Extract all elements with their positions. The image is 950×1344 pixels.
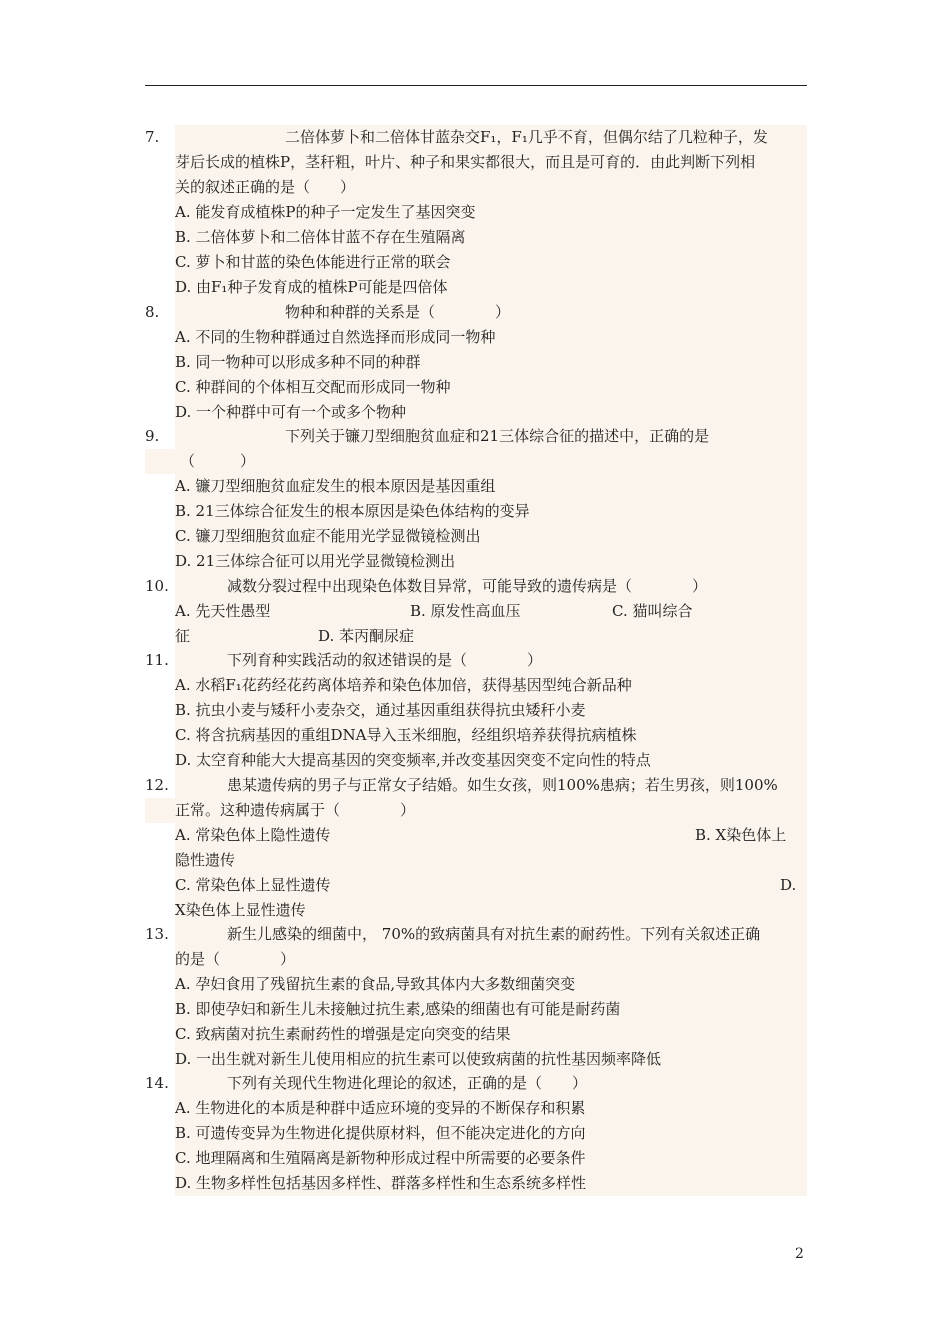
option-d: D. 苯丙酮尿症: [318, 627, 415, 645]
option-a: A. 孕妇食用了残留抗生素的食品,导致其体内大多数细菌突变: [175, 972, 807, 997]
question-number: 14.: [145, 1074, 169, 1092]
option-c: C. 致病菌对抗生素耐药性的增强是定向突变的结果: [175, 1022, 807, 1047]
question-stem: 芽后长成的植株P，茎秆粗，叶片、种子和果实都很大，而且是可育的．由此判断下列相: [175, 150, 807, 175]
question-stem: 下列关于镰刀型细胞贫血症和21三体综合征的描述中，正确的是: [175, 424, 807, 449]
question-number: 7.: [145, 128, 160, 146]
option-d: D.: [780, 876, 797, 894]
question-stem: 下列有关现代生物进化理论的叙述，正确的是（ ）: [175, 1071, 807, 1096]
option-a: A. 不同的生物种群通过自然选择而形成同一物种: [175, 325, 807, 350]
question-stem: 关的叙述正确的是（ ）: [175, 175, 807, 200]
option-c: C. 萝卜和甘蓝的染色体能进行正常的联会: [175, 250, 807, 275]
option-a: A. 能发育成植株P的种子一定发生了基因突变: [175, 200, 807, 225]
option-d: D. 太空育种能大大提高基因的突变频率,并改变基因突变不定向性的特点: [175, 748, 807, 773]
option-c: C. 地理隔离和生殖隔离是新物种形成过程中所需要的必要条件: [175, 1146, 807, 1171]
option-b: B. 21三体综合征发生的根本原因是染色体结构的变异: [175, 499, 807, 524]
option-a: A. 先天性愚型: [175, 602, 271, 620]
option-c: C. 将含抗病基因的重组DNA导入玉米细胞，经组织培养获得抗病植株: [175, 723, 807, 748]
question-stem: 新生儿感染的细菌中， 70%的致病菌具有对抗生素的耐药性。下列有关叙述正确: [175, 922, 807, 947]
option-c: C. 猫叫综合: [612, 602, 693, 620]
option-a: A. 常染色体上隐性遗传: [175, 826, 331, 844]
option-c: C. 镰刀型细胞贫血症不能用光学显微镜检测出: [175, 524, 807, 549]
option-a: A. 生物进化的本质是种群中适应环境的变异的不断保存和积累: [175, 1096, 807, 1121]
option-b: B. 可遗传变异为生物进化提供原材料，但不能决定进化的方向: [175, 1121, 807, 1146]
page-number: 2: [795, 1246, 804, 1262]
question-stem: 物种和种群的关系是（ ）: [175, 300, 807, 325]
question-stem: 下列育种实践活动的叙述错误的是（ ）: [175, 648, 807, 673]
question-number: 13.: [145, 925, 169, 943]
option-c: C. 常染色体上显性遗传: [175, 876, 331, 894]
question-number: 8.: [145, 303, 160, 321]
option-c: C. 种群间的个体相互交配而形成同一物种: [175, 375, 807, 400]
question-stem: 患某遗传病的男子与正常女子结婚。如生女孩，则100%患病；若生男孩，则100%: [175, 773, 807, 798]
question-stem: 的是（ ）: [175, 947, 807, 972]
option-d: D. 一个种群中可有一个或多个物种: [175, 400, 807, 425]
option-d: D. 生物多样性包括基因多样性、群落多样性和生态系统多样性: [175, 1171, 807, 1196]
option-b: B. 原发性高血压: [410, 602, 521, 620]
question-stem: 二倍体萝卜和二倍体甘蓝杂交F₁，F₁几乎不育，但偶尔结了几粒种子，发: [175, 125, 807, 150]
question-stem: 正常。这种遗传病属于（ ）: [145, 798, 807, 823]
options-row: [175, 624, 807, 649]
option-d: D. 一出生就对新生儿使用相应的抗生素可以使致病菌的抗性基因频率降低: [175, 1047, 807, 1072]
option-c-continued: 征: [175, 627, 191, 645]
question-number: 9.: [145, 427, 160, 445]
option-d: D. 21三体综合征可以用光学显微镜检测出: [175, 549, 807, 574]
question-number: 11.: [145, 651, 169, 669]
option-d-continued: X染色体上显性遗传: [175, 898, 807, 923]
option-b-continued: 隐性遗传: [175, 848, 807, 873]
option-b: B. X染色体上: [695, 826, 787, 844]
question-stem: 减数分裂过程中出现染色体数目异常，可能导致的遗传病是（ ）: [175, 574, 807, 599]
option-a: A. 镰刀型细胞贫血症发生的根本原因是基因重组: [175, 474, 807, 499]
question-number: 10.: [145, 577, 169, 595]
option-b: B. 抗虫小麦与矮秆小麦杂交，通过基因重组获得抗虫矮秆小麦: [175, 698, 807, 723]
option-b: B. 二倍体萝卜和二倍体甘蓝不存在生殖隔离: [175, 225, 807, 250]
question-number: 12.: [145, 776, 169, 794]
header-rule: [145, 85, 807, 86]
option-b: B. 同一物种可以形成多种不同的种群: [175, 350, 807, 375]
option-b: B. 即使孕妇和新生儿未接触过抗生素,感染的细菌也有可能是耐药菌: [175, 997, 807, 1022]
option-d: D. 由F₁种子发育成的植株P可能是四倍体: [175, 275, 807, 300]
option-a: A. 水稻F₁花药经花药离体培养和染色体加倍，获得基因型纯合新品种: [175, 673, 807, 698]
question-stem: （ ）: [145, 449, 807, 474]
